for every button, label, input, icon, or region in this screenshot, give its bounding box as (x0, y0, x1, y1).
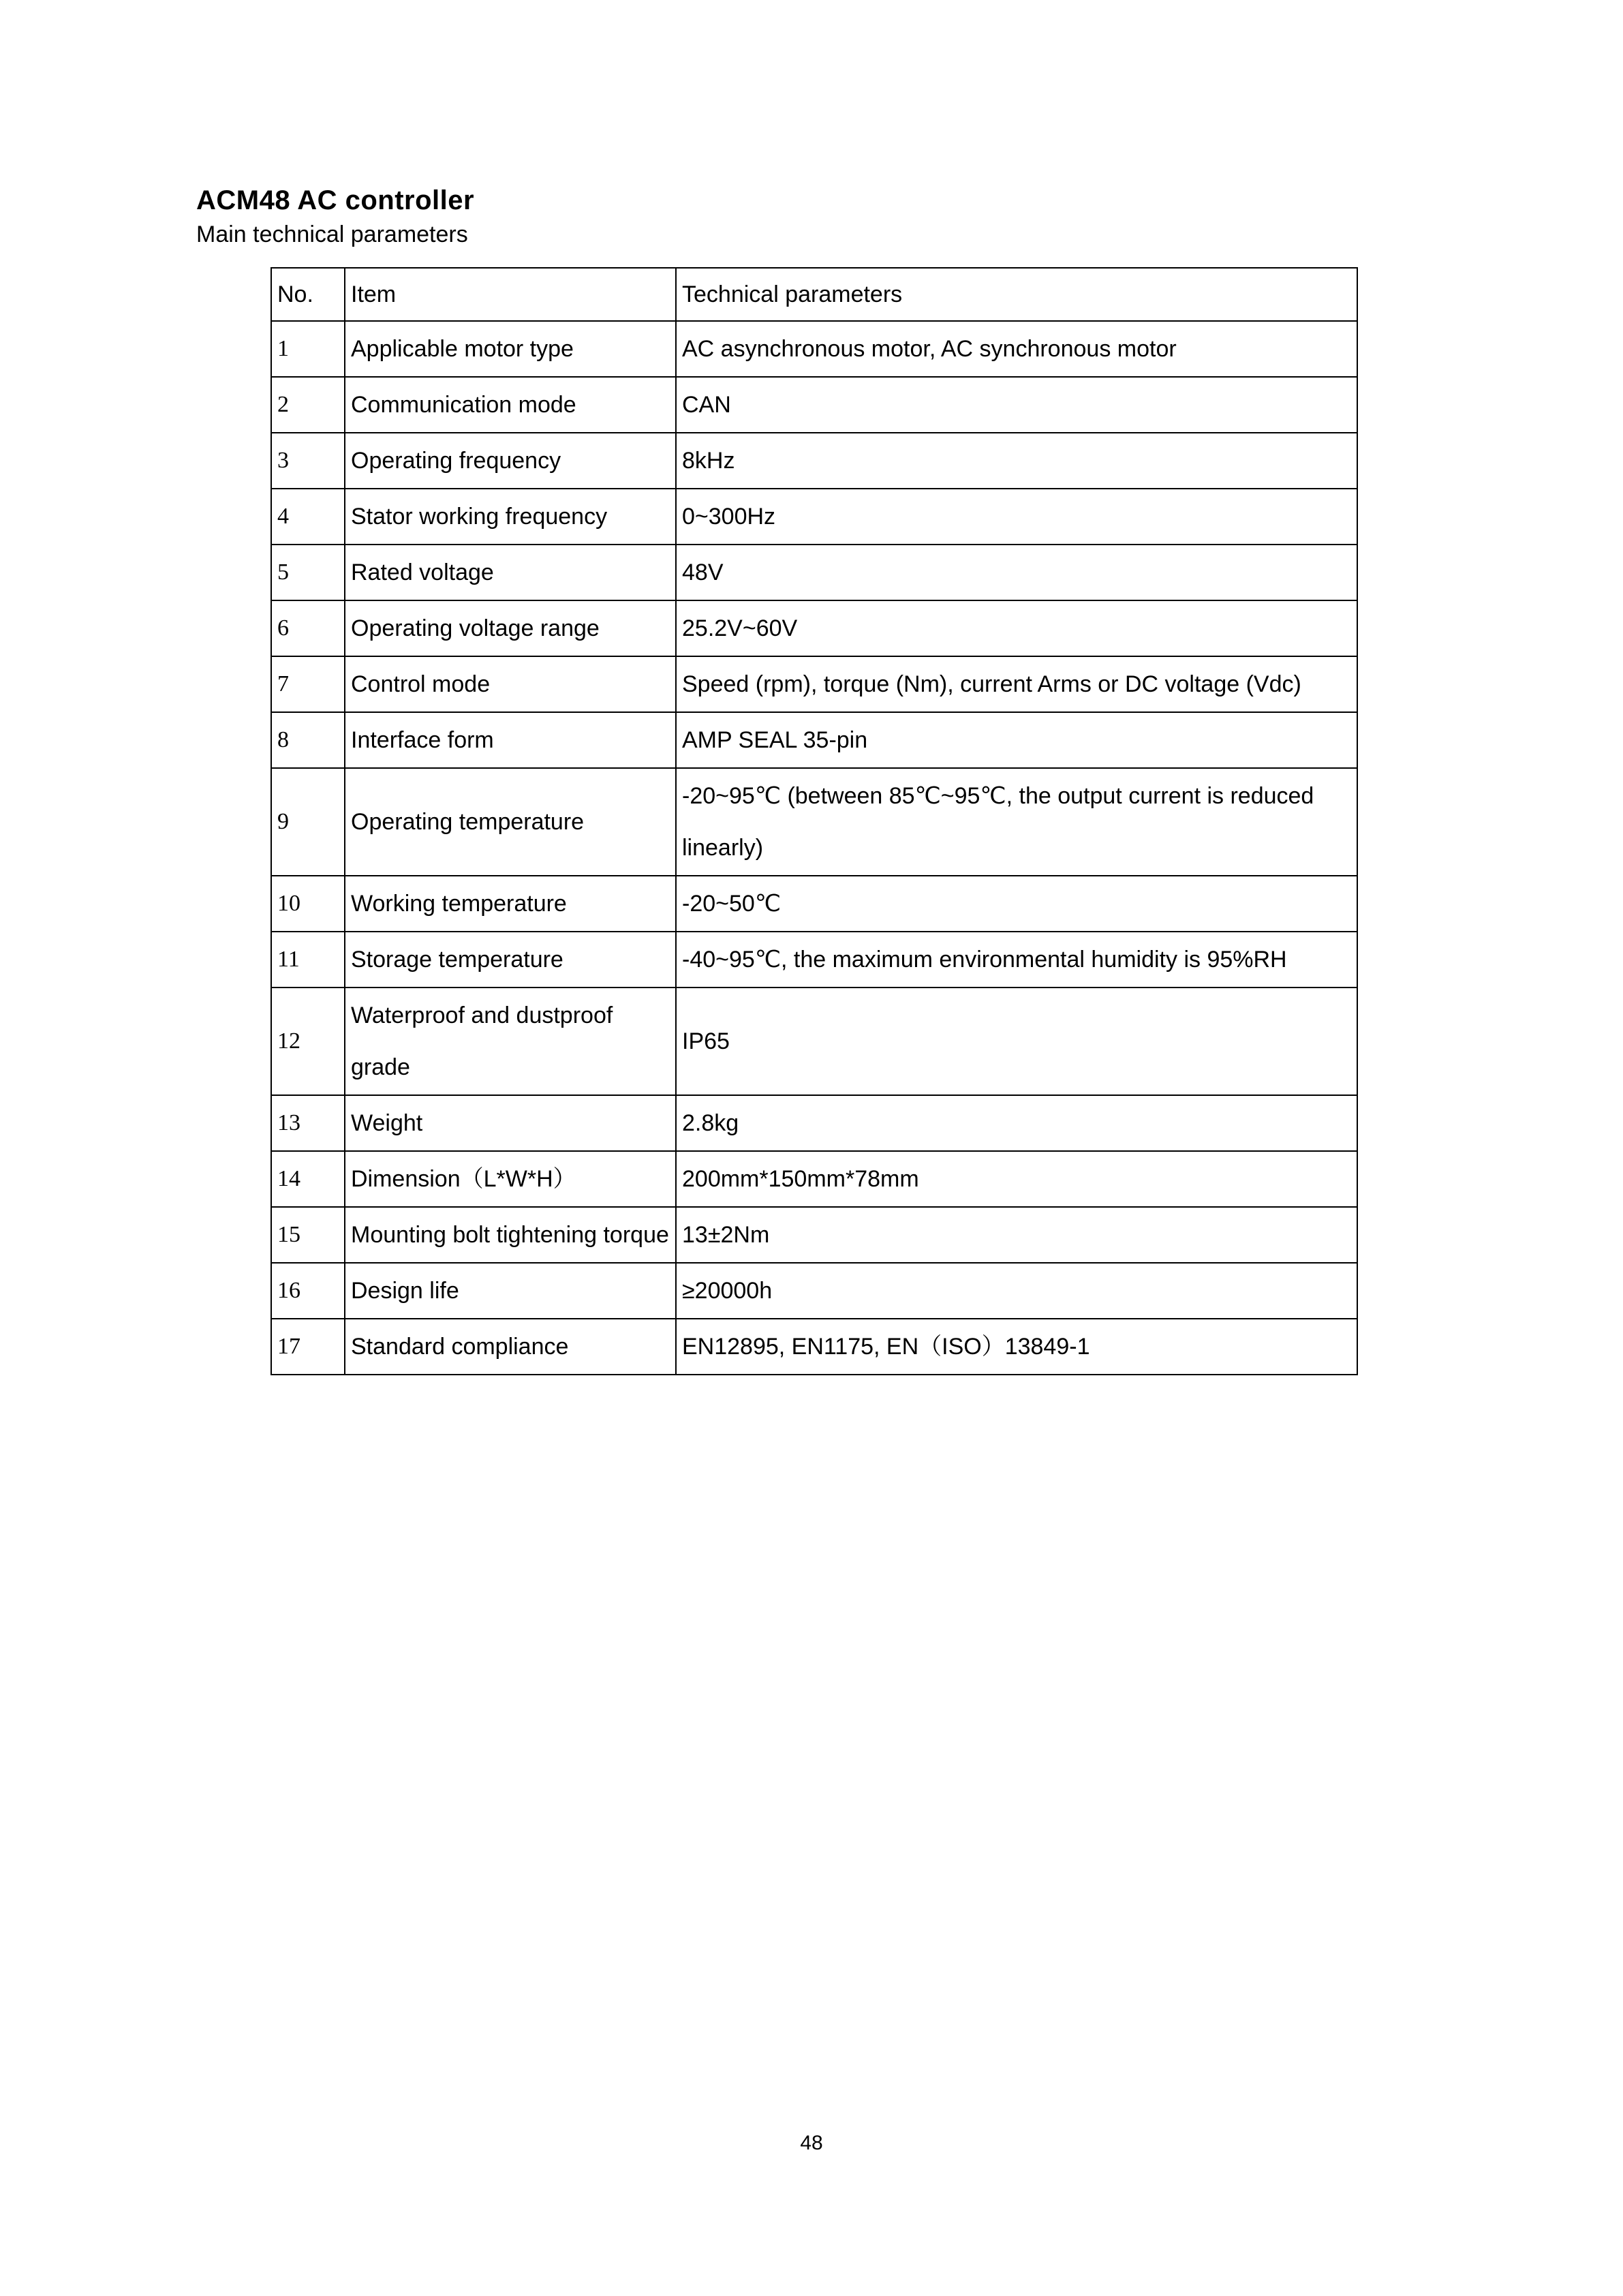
cell-value: 0~300Hz (676, 489, 1357, 545)
cell-no: 10 (271, 876, 345, 932)
cell-value: -20~50℃ (676, 876, 1357, 932)
cell-item: Stator working frequency (345, 489, 676, 545)
cell-item: Standard compliance (345, 1319, 676, 1375)
cell-value: ≥20000h (676, 1263, 1357, 1319)
cell-value: Speed (rpm), torque (Nm), current Arms or DC voltage (Vdc) (676, 656, 1357, 712)
table-row (271, 932, 1357, 988)
table-row (271, 988, 1357, 1095)
document-page-content (196, 185, 1358, 1375)
cell-no: 16 (271, 1263, 345, 1319)
cell-value: IP65 (676, 988, 1357, 1095)
cell-item: Operating voltage range (345, 600, 676, 656)
cell-item: Interface form (345, 712, 676, 768)
cell-item: Weight (345, 1095, 676, 1151)
table-row (271, 1319, 1357, 1375)
table-row (271, 377, 1357, 433)
table-row (271, 489, 1357, 545)
cell-no: 12 (271, 988, 345, 1095)
cell-value: 48V (676, 545, 1357, 600)
cell-no: 2 (271, 377, 345, 433)
cell-no: 3 (271, 433, 345, 489)
table-row (271, 1095, 1357, 1151)
cell-no: 15 (271, 1207, 345, 1263)
column-header-item: Item (345, 268, 676, 321)
table-row (271, 768, 1357, 876)
cell-item: Control mode (345, 656, 676, 712)
column-header-no: No. (271, 268, 345, 321)
table-header-row (271, 268, 1357, 321)
cell-no: 9 (271, 768, 345, 876)
cell-item: Applicable motor type (345, 321, 676, 377)
cell-value: 2.8kg (676, 1095, 1357, 1151)
table-row (271, 600, 1357, 656)
cell-item: Dimension（L*W*H） (345, 1151, 676, 1207)
cell-value: EN12895, EN1175, EN（ISO）13849-1 (676, 1319, 1357, 1375)
table-row (271, 876, 1357, 932)
cell-value: CAN (676, 377, 1357, 433)
table-row (271, 1151, 1357, 1207)
cell-value: 13±2Nm (676, 1207, 1357, 1263)
cell-no: 11 (271, 932, 345, 988)
cell-no: 8 (271, 712, 345, 768)
technical-parameters-table (270, 267, 1358, 1375)
cell-item: Operating temperature (345, 768, 676, 876)
table-row (271, 712, 1357, 768)
cell-item: Mounting bolt tightening torque (345, 1207, 676, 1263)
table-row (271, 1207, 1357, 1263)
cell-no: 13 (271, 1095, 345, 1151)
page-title: ACM48 AC controller (196, 185, 475, 215)
table-row (271, 656, 1357, 712)
table-row (271, 433, 1357, 489)
column-header-parameters: Technical parameters (676, 268, 1357, 321)
cell-value: 25.2V~60V (676, 600, 1357, 656)
cell-value: 8kHz (676, 433, 1357, 489)
cell-item: Communication mode (345, 377, 676, 433)
table-row (271, 545, 1357, 600)
cell-no: 6 (271, 600, 345, 656)
cell-no: 7 (271, 656, 345, 712)
cell-no: 14 (271, 1151, 345, 1207)
cell-value: 200mm*150mm*78mm (676, 1151, 1357, 1207)
cell-value: AMP SEAL 35-pin (676, 712, 1357, 768)
table-row (271, 1263, 1357, 1319)
cell-item: Waterproof and dustproof grade (345, 988, 676, 1095)
page-subtitle: Main technical parameters (196, 221, 468, 247)
cell-item: Working temperature (345, 876, 676, 932)
cell-item: Design life (345, 1263, 676, 1319)
cell-value: AC asynchronous motor, AC synchronous motor (676, 321, 1357, 377)
cell-value: -20~95℃ (between 85℃~95℃, the output current is reduced linearly) (676, 768, 1357, 876)
page-number: 48 (800, 2132, 823, 2154)
cell-item: Storage temperature (345, 932, 676, 988)
cell-item: Rated voltage (345, 545, 676, 600)
cell-no: 4 (271, 489, 345, 545)
cell-no: 5 (271, 545, 345, 600)
cell-item: Operating frequency (345, 433, 676, 489)
table-row (271, 321, 1357, 377)
cell-no: 1 (271, 321, 345, 377)
cell-value: -40~95℃, the maximum environmental humidity is 95%RH (676, 932, 1357, 988)
cell-no: 17 (271, 1319, 345, 1375)
